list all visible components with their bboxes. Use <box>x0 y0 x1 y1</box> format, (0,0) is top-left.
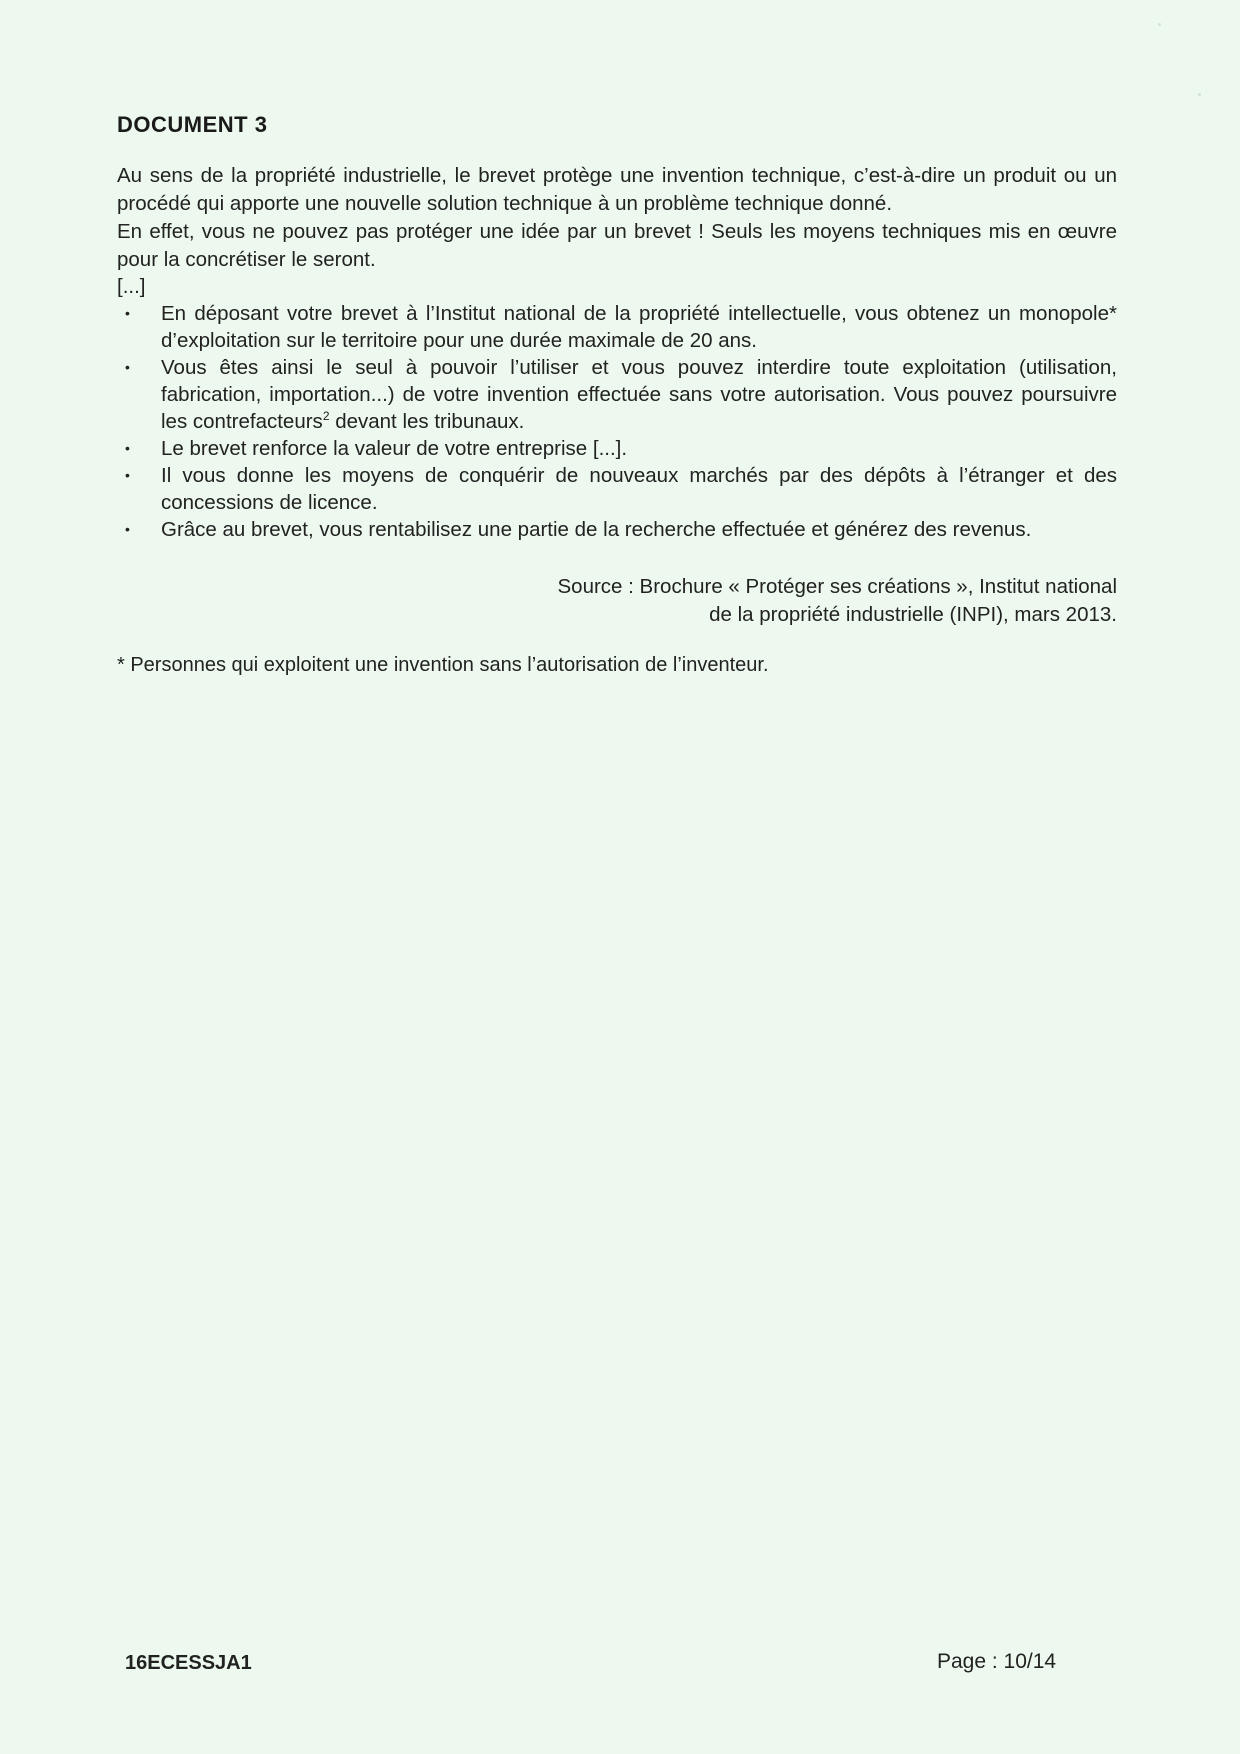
list-item <box>117 300 1117 354</box>
bullet-icon: • <box>125 467 130 483</box>
bullet-text: En déposant votre brevet à l’Institut national de la propriété intellectuelle, vous obtenez un monopole* d’exploitation sur le territoire pour une durée maximale de 20 ans. <box>161 302 1117 352</box>
bullet-icon: • <box>125 305 130 321</box>
exam-code: 16ECESSJA1 <box>125 1652 252 1674</box>
second-paragraph: En effet, vous ne pouvez pas protéger une idée par un brevet ! Seuls les moyens techniques mis en œuvre pour la concrétiser le seront. <box>117 220 1117 271</box>
intro-paragraph: Au sens de la propriété industrielle, le brevet protège une invention technique, c’est-à-dire un produit ou un procédé qui apporte une nouvelle solution technique à un problème technique donné. <box>117 164 1117 215</box>
document-title: DOCUMENT 3 <box>117 112 268 137</box>
bullet-list <box>117 300 1117 543</box>
list-item <box>117 462 1117 516</box>
bullet-icon: • <box>125 359 130 375</box>
list-item <box>117 516 1117 543</box>
bullet-icon: • <box>125 521 130 537</box>
footnote: * Personnes qui exploitent une invention sans l’autorisation de l’inventeur. <box>117 654 769 676</box>
bullet-text: Il vous donne les moyens de conquérir de nouveaux marchés par des dépôts à l’étranger et des concessions de licence. <box>161 464 1117 514</box>
bullet-text: Le brevet renforce la valeur de votre entreprise [...]. <box>161 437 628 460</box>
bullet-icon: • <box>125 440 130 456</box>
scan-speck <box>1158 23 1161 26</box>
source-citation <box>117 573 1117 629</box>
ellipsis-bracket: [...] <box>117 275 146 298</box>
bullet-text-continued: devant les tribunaux. <box>329 410 525 433</box>
source-line-1: Source : Brochure « Protéger ses créations », Institut national <box>557 575 1117 598</box>
list-item <box>117 354 1117 435</box>
footnote-ref: 2 <box>322 409 330 424</box>
page-number: Page : 10/14 <box>937 1650 1057 1673</box>
document-content <box>117 112 1117 679</box>
source-line-2: de la propriété industrielle (INPI), mars 2013. <box>709 603 1117 626</box>
list-item <box>117 435 1117 462</box>
bullet-text: Grâce au brevet, vous rentabilisez une partie de la recherche effectuée et générez des revenus. <box>161 518 1032 541</box>
scan-speck <box>1198 93 1201 96</box>
bullet-text: Vous êtes ainsi le seul à pouvoir l’utiliser et vous pouvez interdire toute exploitation (utilisation, fabrication, importation...) de votre invention effectuée sans votre autorisation. Vous pouvez poursuivre les contrefacteurs <box>161 356 1117 433</box>
